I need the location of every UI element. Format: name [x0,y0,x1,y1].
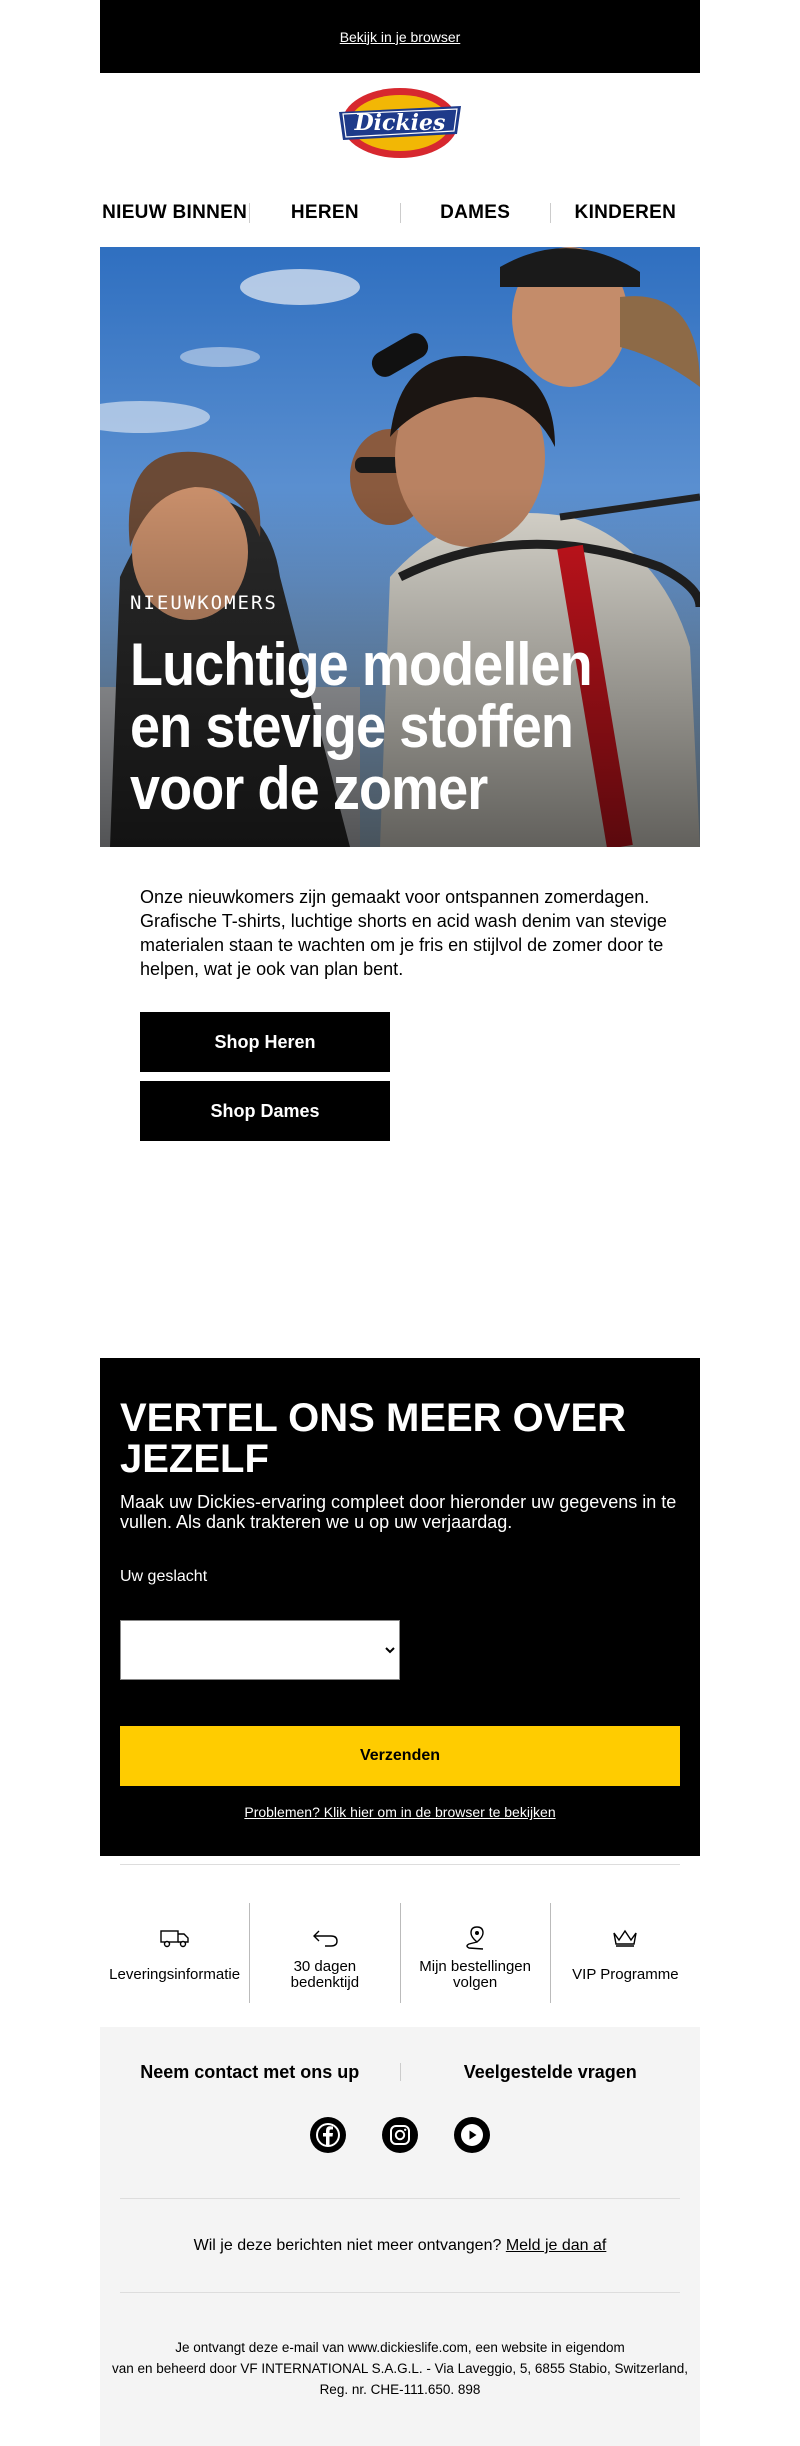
legal-line: Reg. nr. CHE-111.650. 898 [319,2382,481,2397]
nav-item-men[interactable]: HEREN [290,202,359,223]
logo-wordmark: Dickies [354,110,446,136]
hero-banner[interactable] [100,247,700,847]
gender-select[interactable] [120,1620,400,1680]
divider [120,2198,680,2199]
legal-line: Je ontvangt deze e-mail van www.dickieslife.com, een website in eigendom [175,2340,625,2355]
return-arrow-icon [311,1923,339,1953]
feature-track-orders[interactable] [401,1903,550,2003]
location-route-icon [463,1923,487,1953]
submit-button[interactable]: Verzenden [120,1726,680,1786]
footer-links [100,2057,700,2087]
chevron-down-icon [385,1646,395,1654]
hero-eyebrow: NIEUWKOMERS [130,592,278,614]
hero-title-line: voor de zomer [130,755,488,822]
instagram-icon[interactable] [382,2117,418,2153]
feature-delivery[interactable] [100,1903,249,2003]
truck-icon [160,1923,190,1953]
social-links [100,2117,700,2153]
feature-label: VIP Programme [572,1966,679,1983]
feature-label: 30 dagen bedenktijd [290,1958,360,1991]
crown-icon [612,1923,638,1953]
hero-title-line: en stevige stoffen [130,693,573,760]
profile-form [100,1358,700,1856]
gender-label: Uw geslacht [120,1568,208,1585]
nav-item-new[interactable]: NIEUW BINNEN [102,202,248,223]
dickies-logo[interactable] [335,84,465,162]
intro-text: Onze nieuwkomers zijn gemaakt voor ontspannen zomerdagen. Grafische T-shirts, luchtige shorts en acid wash denim van stevige materialen staan te wachten om je fris en stijlvol de zomer door te helpen, wat je ook van plan bent. [140,887,667,979]
feature-label: Leveringsinformatie [109,1966,241,1983]
contact-link[interactable]: Neem contact met ons up [140,2061,360,2082]
legal-line: van en beheerd door VF INTERNATIONAL S.A.G.L. - Via Laveggio, 5, 6855 Stabio, Switzerland, [111,2361,689,2376]
browser-problem-link[interactable]: Problemen? Klik hier om in de browser te bekijken [244,1804,556,1820]
divider [120,2292,680,2293]
facebook-icon[interactable] [310,2117,346,2153]
unsubscribe-text: Wil je deze berichten niet meer ontvangen? [193,2237,502,2254]
faq-link[interactable]: Veelgestelde vragen [463,2061,637,2082]
feature-vip[interactable] [551,1903,700,2003]
top-bar [100,0,700,73]
unsubscribe-line [100,2237,700,2255]
unsubscribe-link[interactable]: Meld je dan af [505,2237,607,2254]
feature-label: Mijn bestellingen volgen [419,1958,531,1991]
feature-returns[interactable] [250,1903,399,2003]
hero-title-line: Luchtige modellen [130,631,592,698]
divider [120,1864,680,1865]
legal-text [100,2337,700,2400]
form-title: VERTEL ONS MEER OVER JEZELF [120,1396,627,1481]
shop-men-button[interactable]: Shop Heren [140,1012,390,1072]
hero-text [130,592,700,820]
shop-women-button[interactable]: Shop Dames [140,1081,390,1141]
footer [100,2027,700,2446]
main-nav [100,192,700,234]
nav-item-women[interactable]: DAMES [440,202,511,223]
hero-title [130,631,670,822]
youtube-icon[interactable] [454,2117,490,2153]
service-features [100,1903,700,2003]
nav-item-kids[interactable]: KINDEREN [574,202,677,223]
view-in-browser-link[interactable]: Bekijk in je browser [339,28,461,45]
logo-area [100,73,700,173]
form-description: Maak uw Dickies-ervaring compleet door hieronder uw gegevens in te vullen. Als dank trakteren we u op uw verjaardag. [120,1492,677,1532]
